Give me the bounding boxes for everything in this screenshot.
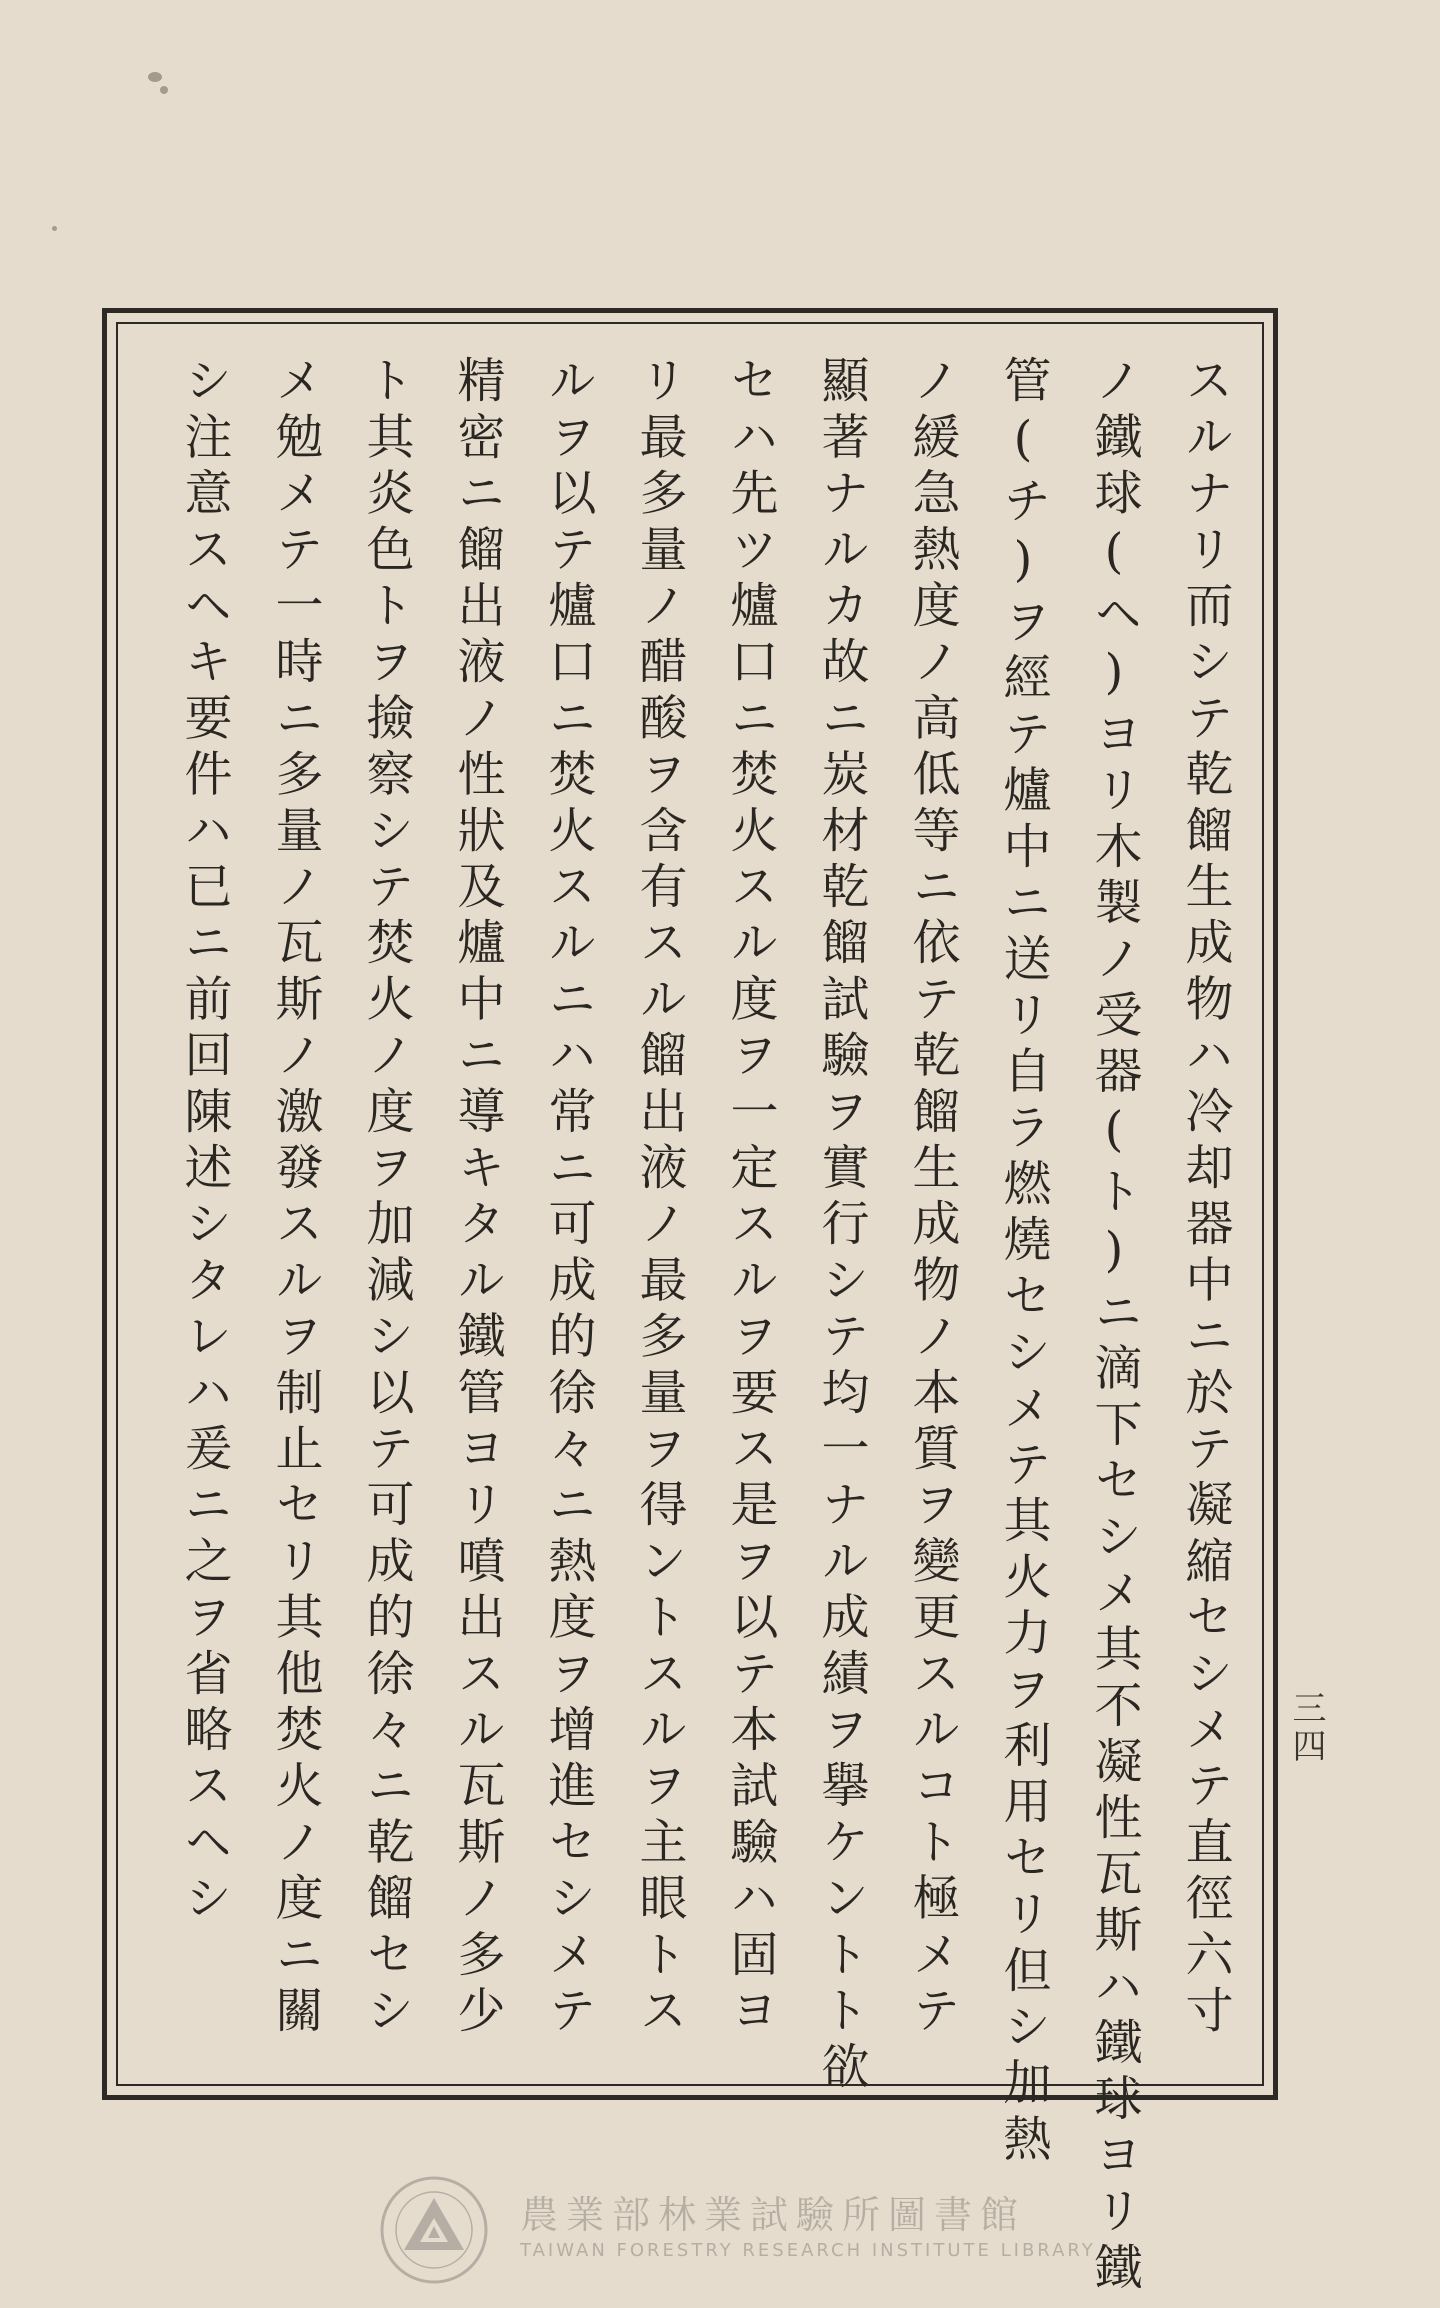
paper-speck — [160, 86, 168, 94]
text-column: リ最多量ノ醋酸ヲ含有スル餾出液ノ最多量ヲ得ントスルヲ主眼トス — [631, 355, 687, 2041]
text-column: ト其炎色トヲ撿察シテ焚火ノ度ヲ加減シ以テ可成的徐々ニ乾餾セシ — [358, 355, 414, 2041]
text-column: シ注意スヘキ要件ハ已ニ前回陳述シタレハ爰ニ之ヲ省略スヘシ — [176, 355, 232, 1929]
paper-speck — [148, 72, 162, 82]
page-number: 三四 — [1286, 1690, 1326, 1766]
text-column: ルヲ以テ爐口ニ焚火スルニハ常ニ可成的徐々ニ熱度ヲ增進セシメテ — [540, 355, 596, 2041]
library-watermark — [370, 2170, 1096, 2290]
library-seal-icon — [378, 2174, 490, 2286]
text-column: 管(チ)ヲ經テ爐中ニ送リ自ラ燃燒セシメテ其火力ヲ利用セリ但シ加熱 — [995, 355, 1051, 2170]
text-column: ノ緩急熱度ノ高低等ニ依テ乾餾生成物ノ本質ヲ變更スルコト極メテ — [904, 355, 960, 2041]
text-column: 顯著ナルカ故ニ炭材乾餾試驗ヲ實行シテ均一ナル成績ヲ擧ケントト欲 — [813, 355, 869, 2098]
library-name-english: TAIWAN FORESTRY RESEARCH INSTITUTE LIBRARY — [520, 2240, 1096, 2261]
text-column: メ勉メテ一時ニ多量ノ瓦斯ノ激發スルヲ制止セリ其他焚火ノ度ニ關 — [267, 355, 323, 2041]
text-column: 精密ニ餾出液ノ性狀及爐中ニ導キタル鐵管ヨリ噴出スル瓦斯ノ多少 — [449, 355, 505, 2041]
text-column: スルナリ而シテ乾餾生成物ハ冷却器中ニ於テ凝縮セシメテ直徑六寸 — [1177, 355, 1233, 2041]
text-column: セハ先ツ爐口ニ焚火スル度ヲ一定スルヲ要ス是ヲ以テ本試驗ハ固ヨ — [722, 355, 778, 2041]
text-column: ノ鐵球(ヘ)ヨリ木製ノ受器(ト)ニ滴下セシメ其不凝性瓦斯ハ鐵球ヨリ鐵 — [1086, 355, 1142, 2298]
library-name: 農業部林業試驗所圖書館 — [520, 2193, 1027, 2237]
paper-speck — [52, 226, 57, 231]
